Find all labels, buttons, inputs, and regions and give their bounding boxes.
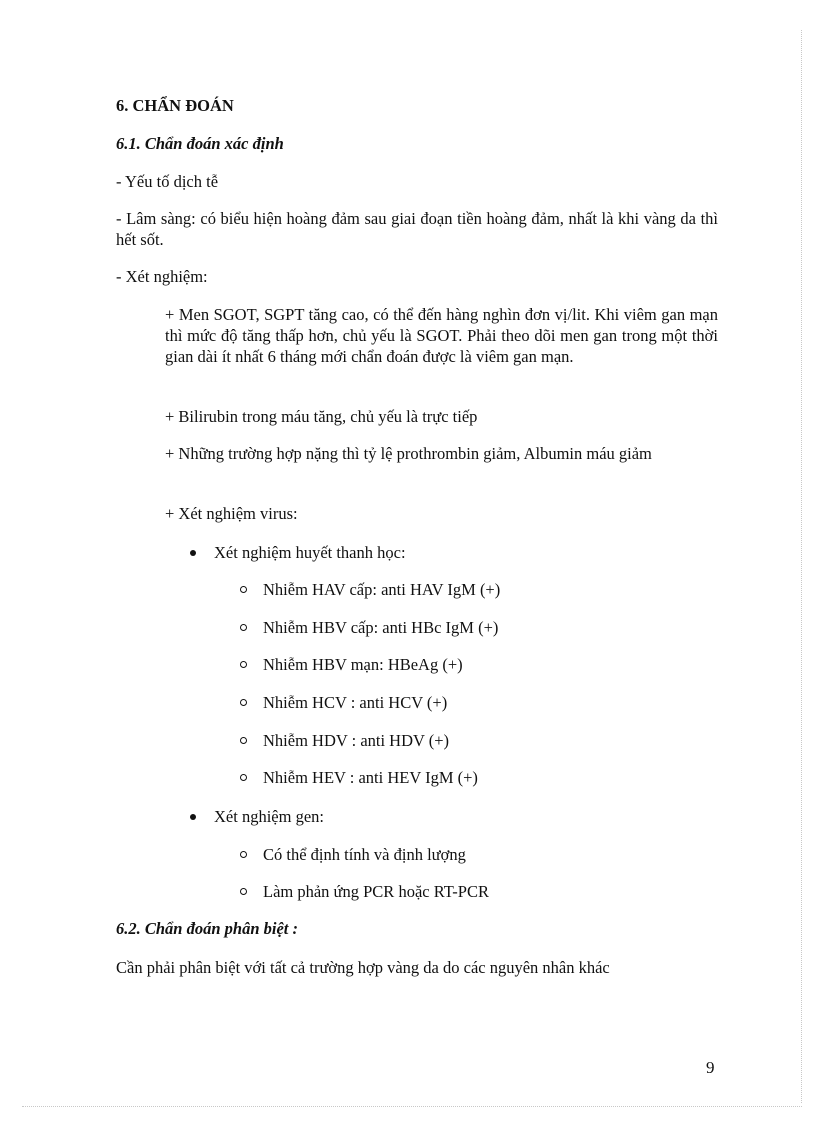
differential-text: Cần phải phân biệt với tất cả trường hợp vàng da do các nguyên nhân khác (116, 958, 610, 977)
circle-bullet-icon (240, 851, 247, 858)
page-edge-right (801, 30, 802, 1103)
lab-bilirubin-line: + Bilirubin trong máu tăng, chủ yếu là trực tiếp (165, 407, 478, 426)
clinical-paragraph: - Lâm sàng: có biểu hiện hoàng đảm sau giai đoạn tiền hoàng đảm, nhất là khi vàng da thì hết sốt. (116, 209, 718, 249)
epidemiology-line: - Yếu tố dịch tễ (116, 172, 219, 191)
subsection-title-differential: 6.2. Chẩn đoán phân biệt : (116, 919, 298, 938)
bullet-dot (190, 550, 196, 556)
serology-item: Nhiễm HCV : anti HCV (+) (263, 693, 448, 712)
serology-item: Nhiễm HDV : anti HDV (+) (263, 731, 450, 750)
page-edge-bottom (22, 1106, 802, 1107)
lab-severe-paragraph: + Những trường hợp nặng thì tỷ lệ prothrombin giảm, Albumin máu giảm (165, 444, 652, 463)
page-number: 9 (706, 1058, 715, 1077)
genetic-item: Có thể định tính và định lượng (263, 845, 466, 864)
circle-bullet-icon (240, 737, 247, 744)
serology-label: Xét nghiệm huyết thanh học: (214, 543, 406, 562)
circle-bullet-icon (240, 624, 247, 631)
circle-bullet-icon (240, 661, 247, 668)
lab-virus-line: + Xét nghiệm virus: (165, 504, 298, 523)
serology-item: Nhiễm HBV cấp: anti HBc IgM (+) (263, 618, 499, 637)
circle-bullet-icon (240, 699, 247, 706)
genetic-label: Xét nghiệm gen: (214, 807, 324, 826)
circle-bullet-icon (240, 586, 247, 593)
lab-enzymes-paragraph: + Men SGOT, SGPT tăng cao, có thể đến hàng nghìn đơn vị/lit. Khi viêm gan mạn thì mức độ tăng thấp hơn, chủ yếu là SGOT. Phải theo dõi men gan trong một thời gian dài ít nhất 6 tháng mới chẩn đoán được là viêm gan mạn. (165, 305, 718, 366)
circle-bullet-icon (240, 774, 247, 781)
labs-label: - Xét nghiệm: (116, 267, 208, 286)
genetic-item: Làm phản ứng PCR hoặc RT-PCR (263, 882, 489, 901)
serology-item: Nhiễm HEV : anti HEV IgM (+) (263, 768, 478, 787)
subsection-title-diagnosis: 6.1. Chẩn đoán xác định (116, 134, 284, 153)
section-heading: 6. CHẨN ĐOÁN (116, 96, 234, 115)
serology-item: Nhiễm HAV cấp: anti HAV IgM (+) (263, 580, 501, 599)
serology-item: Nhiễm HBV mạn: HBeAg (+) (263, 655, 463, 674)
circle-bullet-icon (240, 888, 247, 895)
bullet-dot (190, 814, 196, 820)
